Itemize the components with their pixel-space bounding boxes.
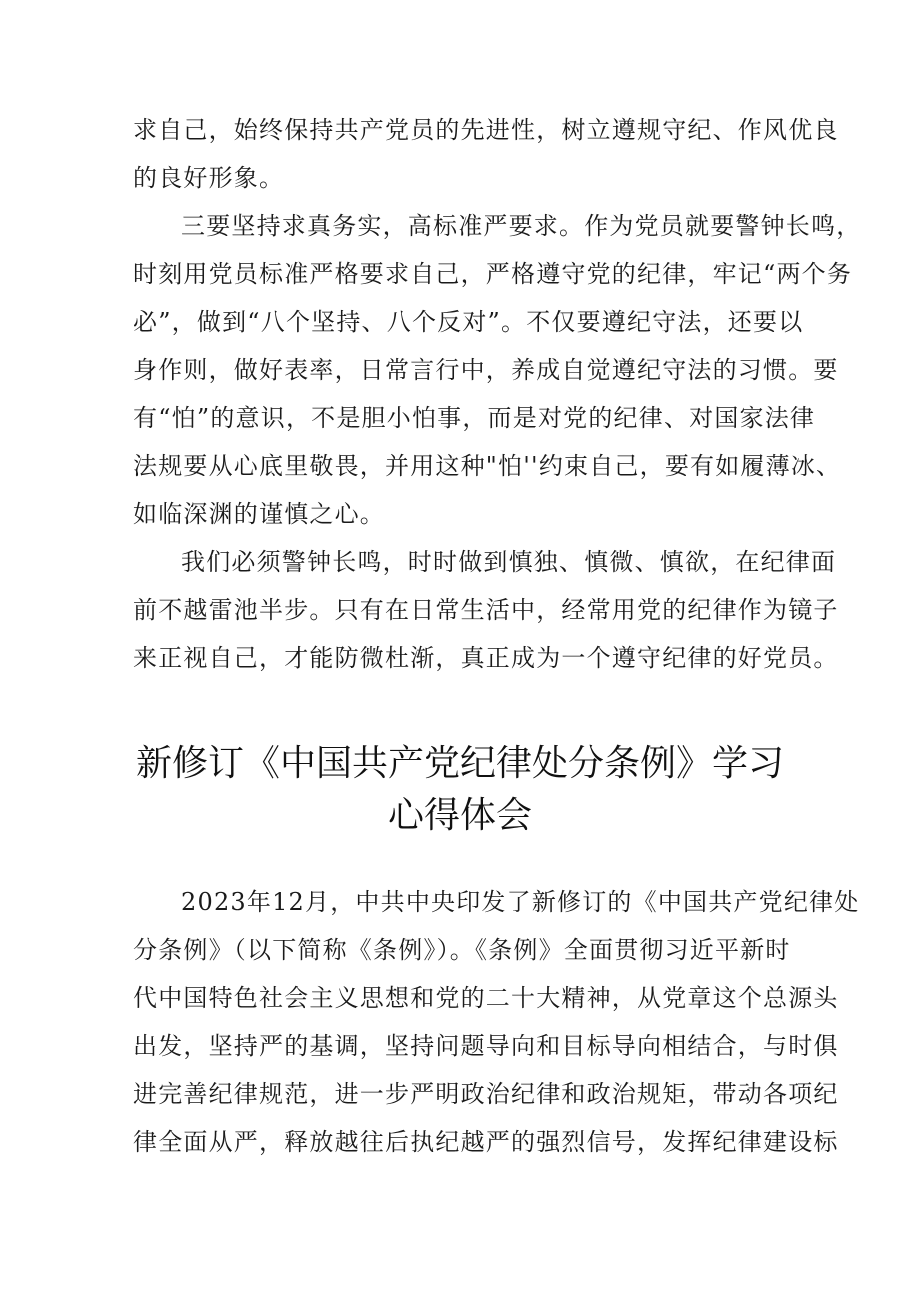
paragraph-line: 三要坚持求真务实，高标准严要求。作为党员就要警钟长鸣， bbox=[181, 212, 862, 240]
section-title-line-1: 新修订《中国共产党纪律处分条例》学习 bbox=[135, 743, 784, 784]
body-line: 进完善纪律规范，进一步严明政治纪律和政治规矩，带动各项纪 bbox=[133, 1080, 839, 1108]
section-title-line-2: 心得体会 bbox=[387, 795, 532, 836]
body-line: 代中国特色社会主义思想和党的二十大精神，从党章这个总源头 bbox=[133, 984, 839, 1012]
paragraph-line: 来正视自己，才能防微杜渐，真正成为一个遵守纪律的好党员。 bbox=[133, 644, 839, 672]
paragraph-line: 前不越雷池半步。只有在日常生活中，经常用党的纪律作为镜子 bbox=[133, 596, 839, 624]
paragraph-line: 时刻用党员标准严格要求自己，严格遵守党的纪律，牢记“两个务 bbox=[133, 260, 853, 288]
paragraph-line: 必”，做到“八个坚持、八个反对”。不仅要遵纪守法，还要以 bbox=[133, 308, 804, 336]
paragraph-line: 身作则，做好表率，日常言行中，养成自觉遵纪守法的习惯。要 bbox=[133, 356, 839, 384]
paragraph-line: 有“怕”的意识，不是胆小怕事，而是对党的纪律、对国家法律 bbox=[133, 404, 816, 432]
body-line: 分条例》（以下简称《条例》）。《条例》全面贯彻习近平新时 bbox=[133, 936, 791, 964]
body-line: 2023年12月，中共中央印发了新修订的《中国共产党纪律处 bbox=[181, 888, 860, 916]
body-line: 出发，坚持严的基调，坚持问题导向和目标导向相结合，与时俱 bbox=[133, 1032, 839, 1060]
paragraph-line: 求自己，始终保持共产党员的先进性，树立遵规守纪、作风优良 bbox=[133, 116, 839, 144]
paragraph-line: 的良好形象。 bbox=[133, 164, 285, 192]
body-line: 律全面从严，释放越往后执纪越严的强烈信号，发挥纪律建设标 bbox=[133, 1128, 839, 1156]
paragraph-line: 如临深渊的谨慎之心。 bbox=[133, 500, 385, 528]
paragraph-line: 法规要从心底里敬畏，并用这种"怕''约束自己，要有如履薄冰、 bbox=[133, 452, 842, 480]
paragraph-line: 我们必须警钟长鸣，时时做到慎独、慎微、慎欲，在纪律面 bbox=[181, 548, 837, 576]
